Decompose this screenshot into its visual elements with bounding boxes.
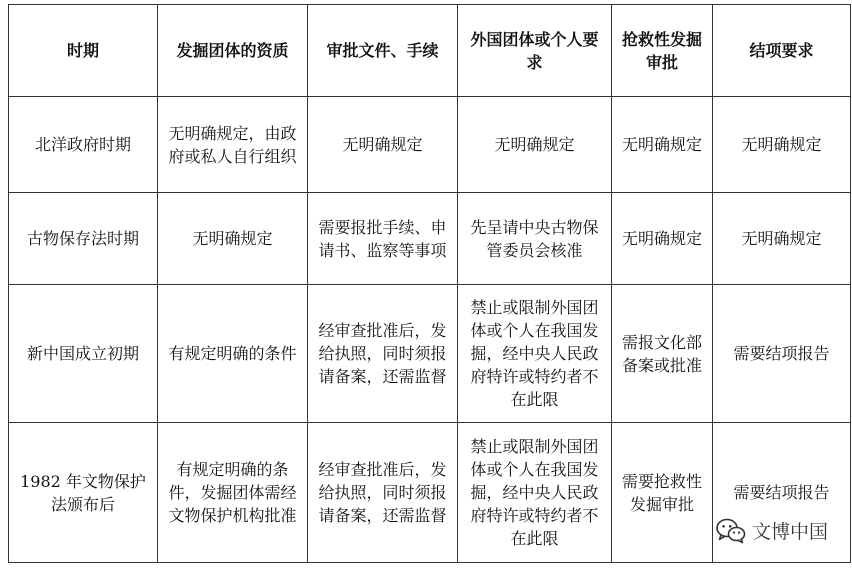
table-cell: 禁止或限制外国团体或个人在我国发掘，经中央人民政府特许或特约者不在此限 [458, 285, 612, 423]
header-foreign-requirements: 外国团体或个人要求 [458, 5, 612, 97]
table-row [9, 285, 851, 423]
wechat-icon [716, 518, 746, 544]
table-cell: 无明确规定 [612, 193, 713, 285]
table-cell: 无明确规定，由政府或私人自行组织 [158, 97, 308, 193]
table-cell: 有规定明确的条件，发掘团体需经文物保护机构批准 [158, 423, 308, 563]
table-cell: 北洋政府时期 [9, 97, 158, 193]
header-completion: 结项要求 [713, 5, 851, 97]
table-cell: 禁止或限制外国团体或个人在我国发掘，经中央人民政府特许或特约者不在此限 [458, 423, 612, 563]
table-cell: 无明确规定 [158, 193, 308, 285]
table-cell: 1982 年文物保护法颁布后 [9, 423, 158, 563]
table-cell: 经审查批准后，发给执照，同时须报请备案，还需监督 [308, 285, 458, 423]
header-row [9, 5, 851, 97]
table-cell: 新中国成立初期 [9, 285, 158, 423]
table-row [9, 97, 851, 193]
watermark-text: 文博中国 [751, 521, 828, 543]
table-cell: 需要抢救性发掘审批 [612, 423, 713, 563]
table-row [9, 193, 851, 285]
comparison-table [8, 4, 851, 563]
table-cell: 无明确规定 [713, 193, 851, 285]
header-period: 时期 [9, 5, 158, 97]
table-cell: 经审查批准后，发给执照，同时须报请备案，还需监督 [308, 423, 458, 563]
table-cell: 需要结项报告 [713, 285, 851, 423]
table-cell: 需报文化部备案或批准 [612, 285, 713, 423]
watermark [716, 517, 828, 544]
table-cell: 古物保存法时期 [9, 193, 158, 285]
table-cell: 无明确规定 [612, 97, 713, 193]
table-cell: 无明确规定 [713, 97, 851, 193]
table-cell: 无明确规定 [308, 97, 458, 193]
table-cell: 先呈请中央古物保管委员会核准 [458, 193, 612, 285]
table-cell: 需要结项报告 [713, 423, 851, 563]
header-qualification: 发掘团体的资质 [158, 5, 308, 97]
header-rescue-excavation: 抢救性发掘审批 [612, 5, 713, 97]
header-approval-docs: 审批文件、手续 [308, 5, 458, 97]
table-cell: 无明确规定 [458, 97, 612, 193]
table-cell: 需要报批手续、申请书、监察等事项 [308, 193, 458, 285]
table-cell: 有规定明确的条件 [158, 285, 308, 423]
